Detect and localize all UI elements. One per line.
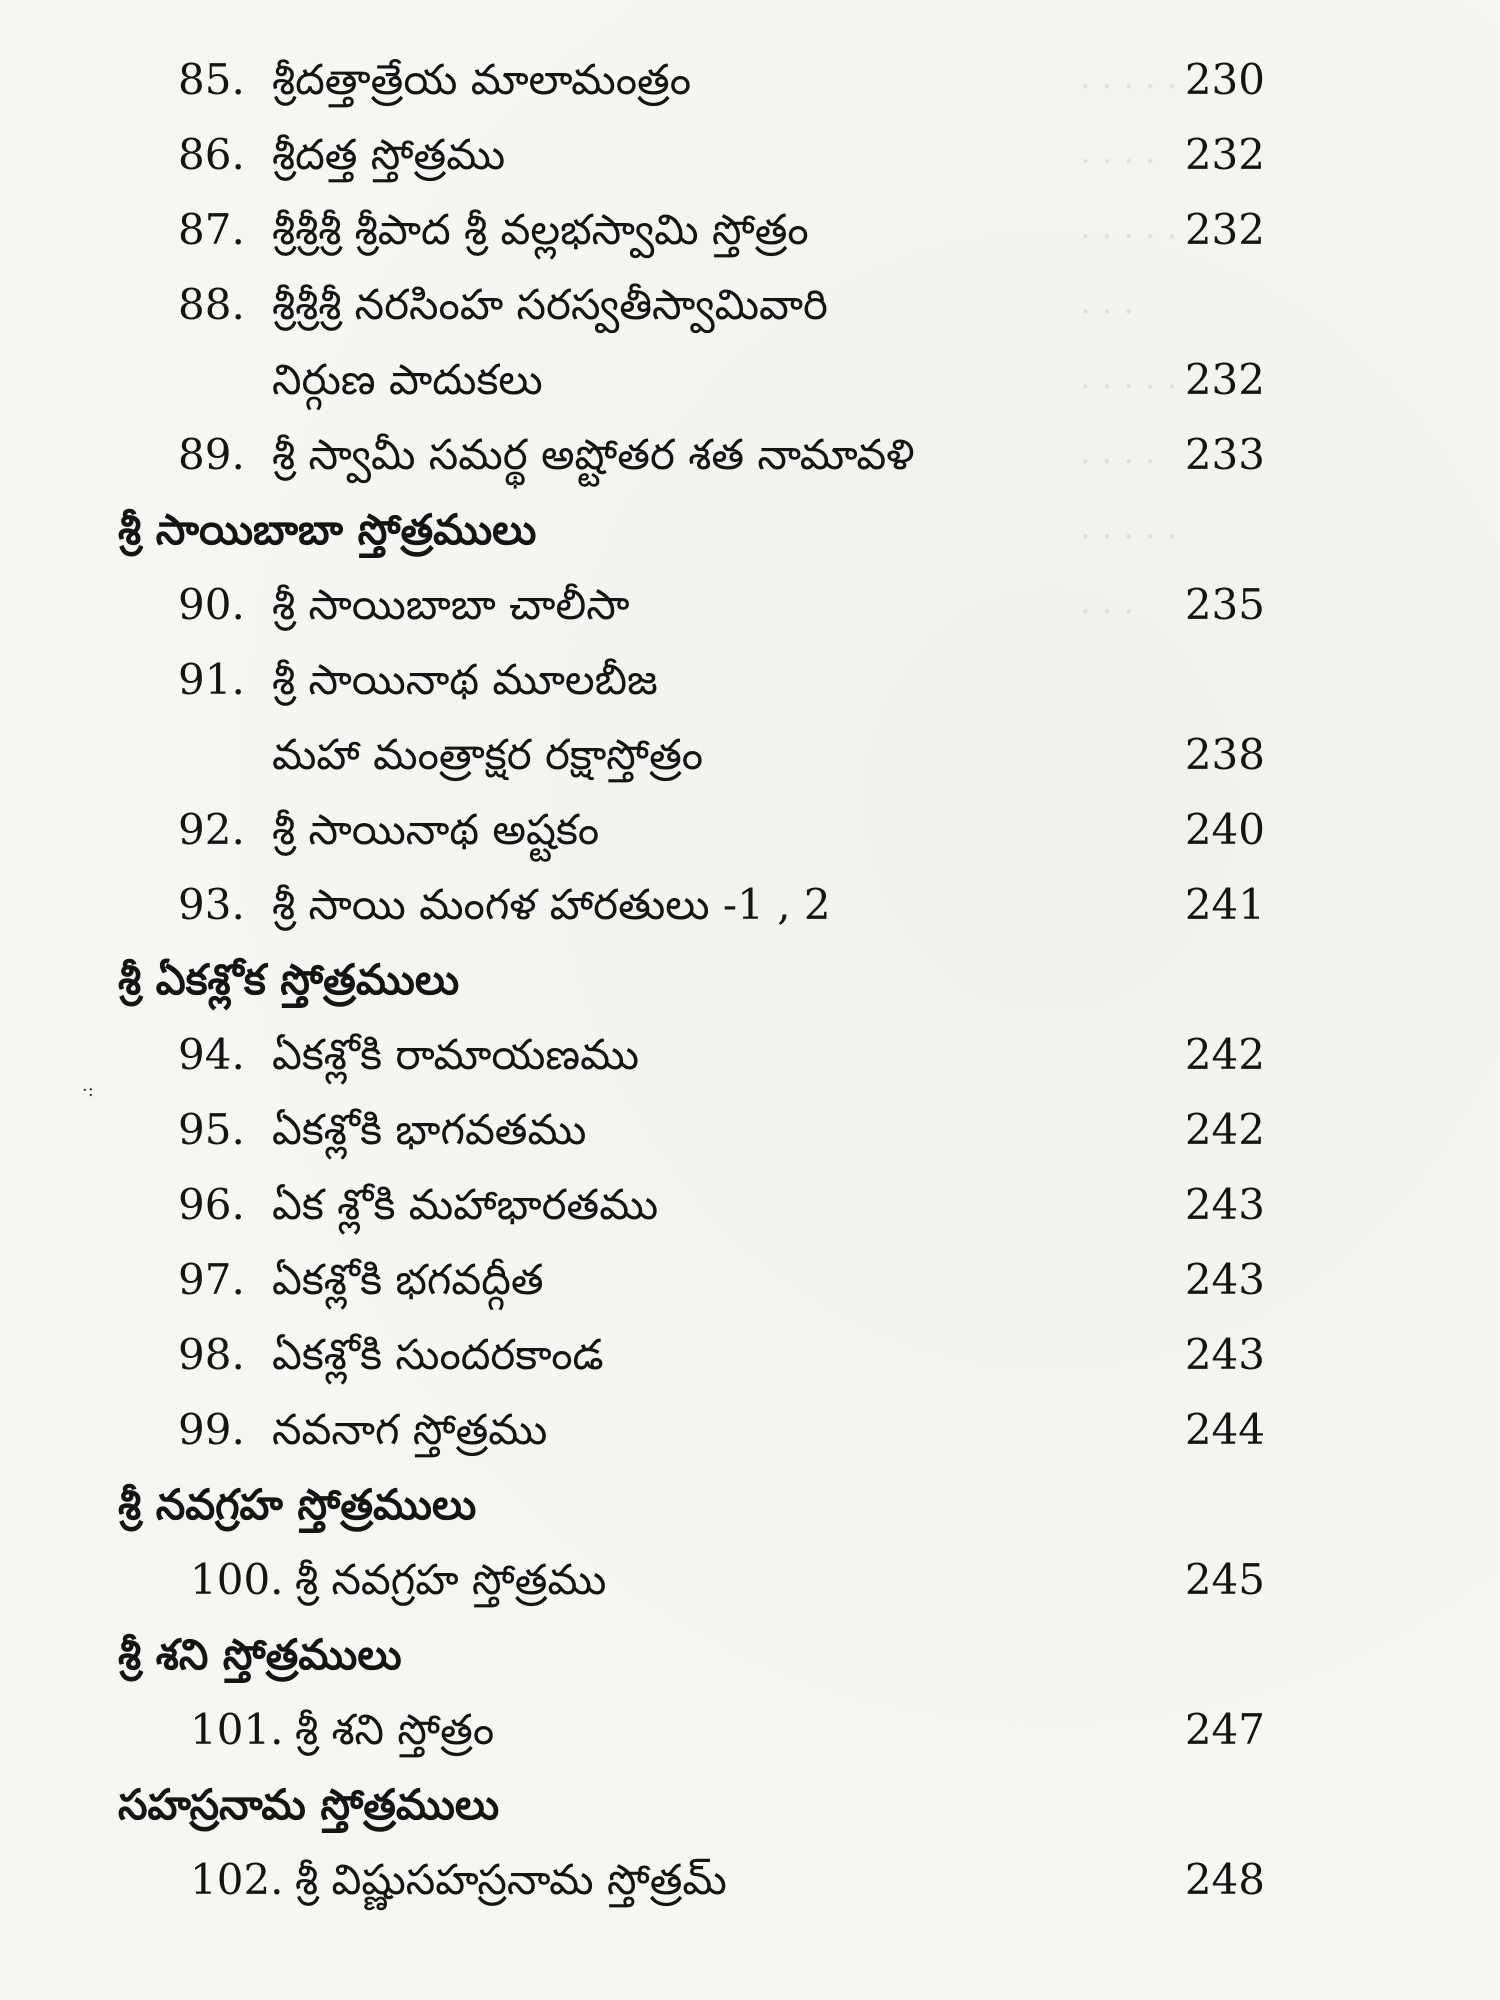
entry-title: శ్రీశ్రీశ్రీ శ్రీపాద శ్రీ వల్లభస్వామి స్తోత్రం — [272, 205, 809, 254]
entry-title: ఏక శ్లోకి మహాభారతము — [272, 1180, 659, 1229]
page-number: 248 — [1184, 1855, 1265, 1904]
entry-number: 101. — [190, 1705, 284, 1754]
section-heading — [0, 1617, 1500, 1692]
page-number: 232 — [1184, 205, 1265, 254]
section-title: శ్రీ సాయిబాబా స్తోత్రములు — [118, 505, 537, 554]
page-number: 230 — [1184, 55, 1265, 104]
page-number: 244 — [1184, 1405, 1265, 1454]
page-number: 232 — [1184, 355, 1265, 404]
page-number: 241 — [1184, 880, 1265, 929]
section-title: శ్రీ ఏకశ్లోక స్తోత్రములు — [118, 955, 460, 1004]
entry-number: 91. — [178, 655, 245, 704]
entry-number: 100. — [190, 1555, 284, 1604]
entry-number: 86. — [178, 130, 245, 179]
entry-title: శ్రీ సాయిబాబా చాలీసా — [272, 580, 630, 629]
toc-entry — [0, 717, 1500, 792]
entry-title: శ్రీ సాయినాథ అష్టకం — [272, 805, 600, 854]
entry-number: 87. — [178, 205, 245, 254]
toc-entry — [0, 1092, 1500, 1167]
page-number: 232 — [1184, 130, 1265, 179]
toc-entry — [0, 1242, 1500, 1317]
toc-entry — [0, 1842, 1500, 1917]
toc-entry — [0, 42, 1500, 117]
entry-title: మహా మంత్రాక్షర రక్షాస్తోత్రం — [272, 730, 704, 779]
page-number: 243 — [1184, 1330, 1265, 1379]
entry-title: శ్రీశ్రీశ్రీ నరసింహ సరస్వతీస్వామివారి — [272, 280, 828, 329]
entry-title: ఏకశ్లోకి రామాయణము — [272, 1030, 640, 1079]
entry-number: 90. — [178, 580, 245, 629]
page-number: 242 — [1184, 1030, 1265, 1079]
toc-entry — [0, 342, 1500, 417]
section-heading — [0, 1767, 1500, 1842]
toc-entry — [0, 192, 1500, 267]
entry-number: 93. — [178, 880, 245, 929]
page-number: 235 — [1184, 580, 1265, 629]
entry-number: 88. — [178, 280, 245, 329]
toc-entry — [0, 867, 1500, 942]
toc-entry — [0, 417, 1500, 492]
entry-title: శ్రీ సాయి మంగళ హారతులు -1 , 2 — [272, 880, 831, 929]
page-number: 247 — [1184, 1705, 1265, 1754]
page-number: 233 — [1184, 430, 1265, 479]
toc-entry — [0, 792, 1500, 867]
page-number: 243 — [1184, 1180, 1265, 1229]
entry-title: శ్రీ స్వామీ సమర్థ అష్టోతర శత నామావళి — [272, 430, 915, 479]
section-title: శ్రీ శని స్తోత్రములు — [118, 1630, 402, 1679]
entry-title: శ్రీదత్త స్తోత్రము — [272, 130, 506, 179]
entry-title: శ్రీ శని స్తోత్రం — [295, 1705, 495, 1754]
page-number: 245 — [1184, 1555, 1265, 1604]
page-number: 240 — [1184, 805, 1265, 854]
entry-number: 99. — [178, 1405, 245, 1454]
entry-number: 94. — [178, 1030, 245, 1079]
toc-entry — [0, 642, 1500, 717]
toc-entry — [0, 1692, 1500, 1767]
page-number: 238 — [1184, 730, 1265, 779]
entry-number: 98. — [178, 1330, 245, 1379]
entry-number: 89. — [178, 430, 245, 479]
entry-title: శ్రీ నవగ్రహ స్తోత్రము — [295, 1555, 607, 1604]
toc-entry — [0, 1317, 1500, 1392]
section-heading — [0, 492, 1500, 567]
toc-entry — [0, 1167, 1500, 1242]
entry-title: శ్రీదత్తాత్రేయ మాలామంత్రం — [272, 55, 691, 104]
section-title: సహస్రనామ స్తోత్రములు — [118, 1780, 500, 1829]
entry-number: 95. — [178, 1105, 245, 1154]
entry-title: ఏకశ్లోకి భగవద్గీత — [272, 1255, 544, 1304]
toc-entry — [0, 567, 1500, 642]
entry-title: నవనాగ స్తోత్రము — [272, 1405, 548, 1454]
entry-number: 97. — [178, 1255, 245, 1304]
section-title: శ్రీ నవగ్రహ స్తోత్రములు — [118, 1480, 477, 1529]
toc-entry — [0, 1392, 1500, 1467]
page-number: 242 — [1184, 1105, 1265, 1154]
show-through-text: . . . . . . . . . . . . . . . . . . . . . . . . . . . . . . . . . . — [1080, 57, 1178, 622]
page-number: 243 — [1184, 1255, 1265, 1304]
entry-number: 96. — [178, 1180, 245, 1229]
entry-title: ఏకశ్లోకి సుందరకాండ — [272, 1330, 604, 1379]
entry-title: శ్రీ సాయినాథ మూలబీజ — [272, 655, 658, 704]
entry-number: 102. — [190, 1855, 284, 1904]
toc-entry — [0, 1017, 1500, 1092]
table-of-contents — [0, 42, 1500, 1917]
section-heading — [0, 942, 1500, 1017]
entry-title: ఏకశ్లోకి భాగవతము — [272, 1105, 587, 1154]
toc-entry — [0, 1542, 1500, 1617]
entry-title: శ్రీ విష్ణుసహస్రనామ స్తోత్రమ్ — [295, 1855, 727, 1904]
entry-number: 85. — [178, 55, 245, 104]
print-speck: ·: — [82, 1080, 94, 1101]
toc-entry — [0, 117, 1500, 192]
entry-title: నిర్గుణ పాదుకలు — [272, 355, 543, 404]
entry-number: 92. — [178, 805, 245, 854]
section-heading — [0, 1467, 1500, 1542]
toc-entry — [0, 267, 1500, 342]
